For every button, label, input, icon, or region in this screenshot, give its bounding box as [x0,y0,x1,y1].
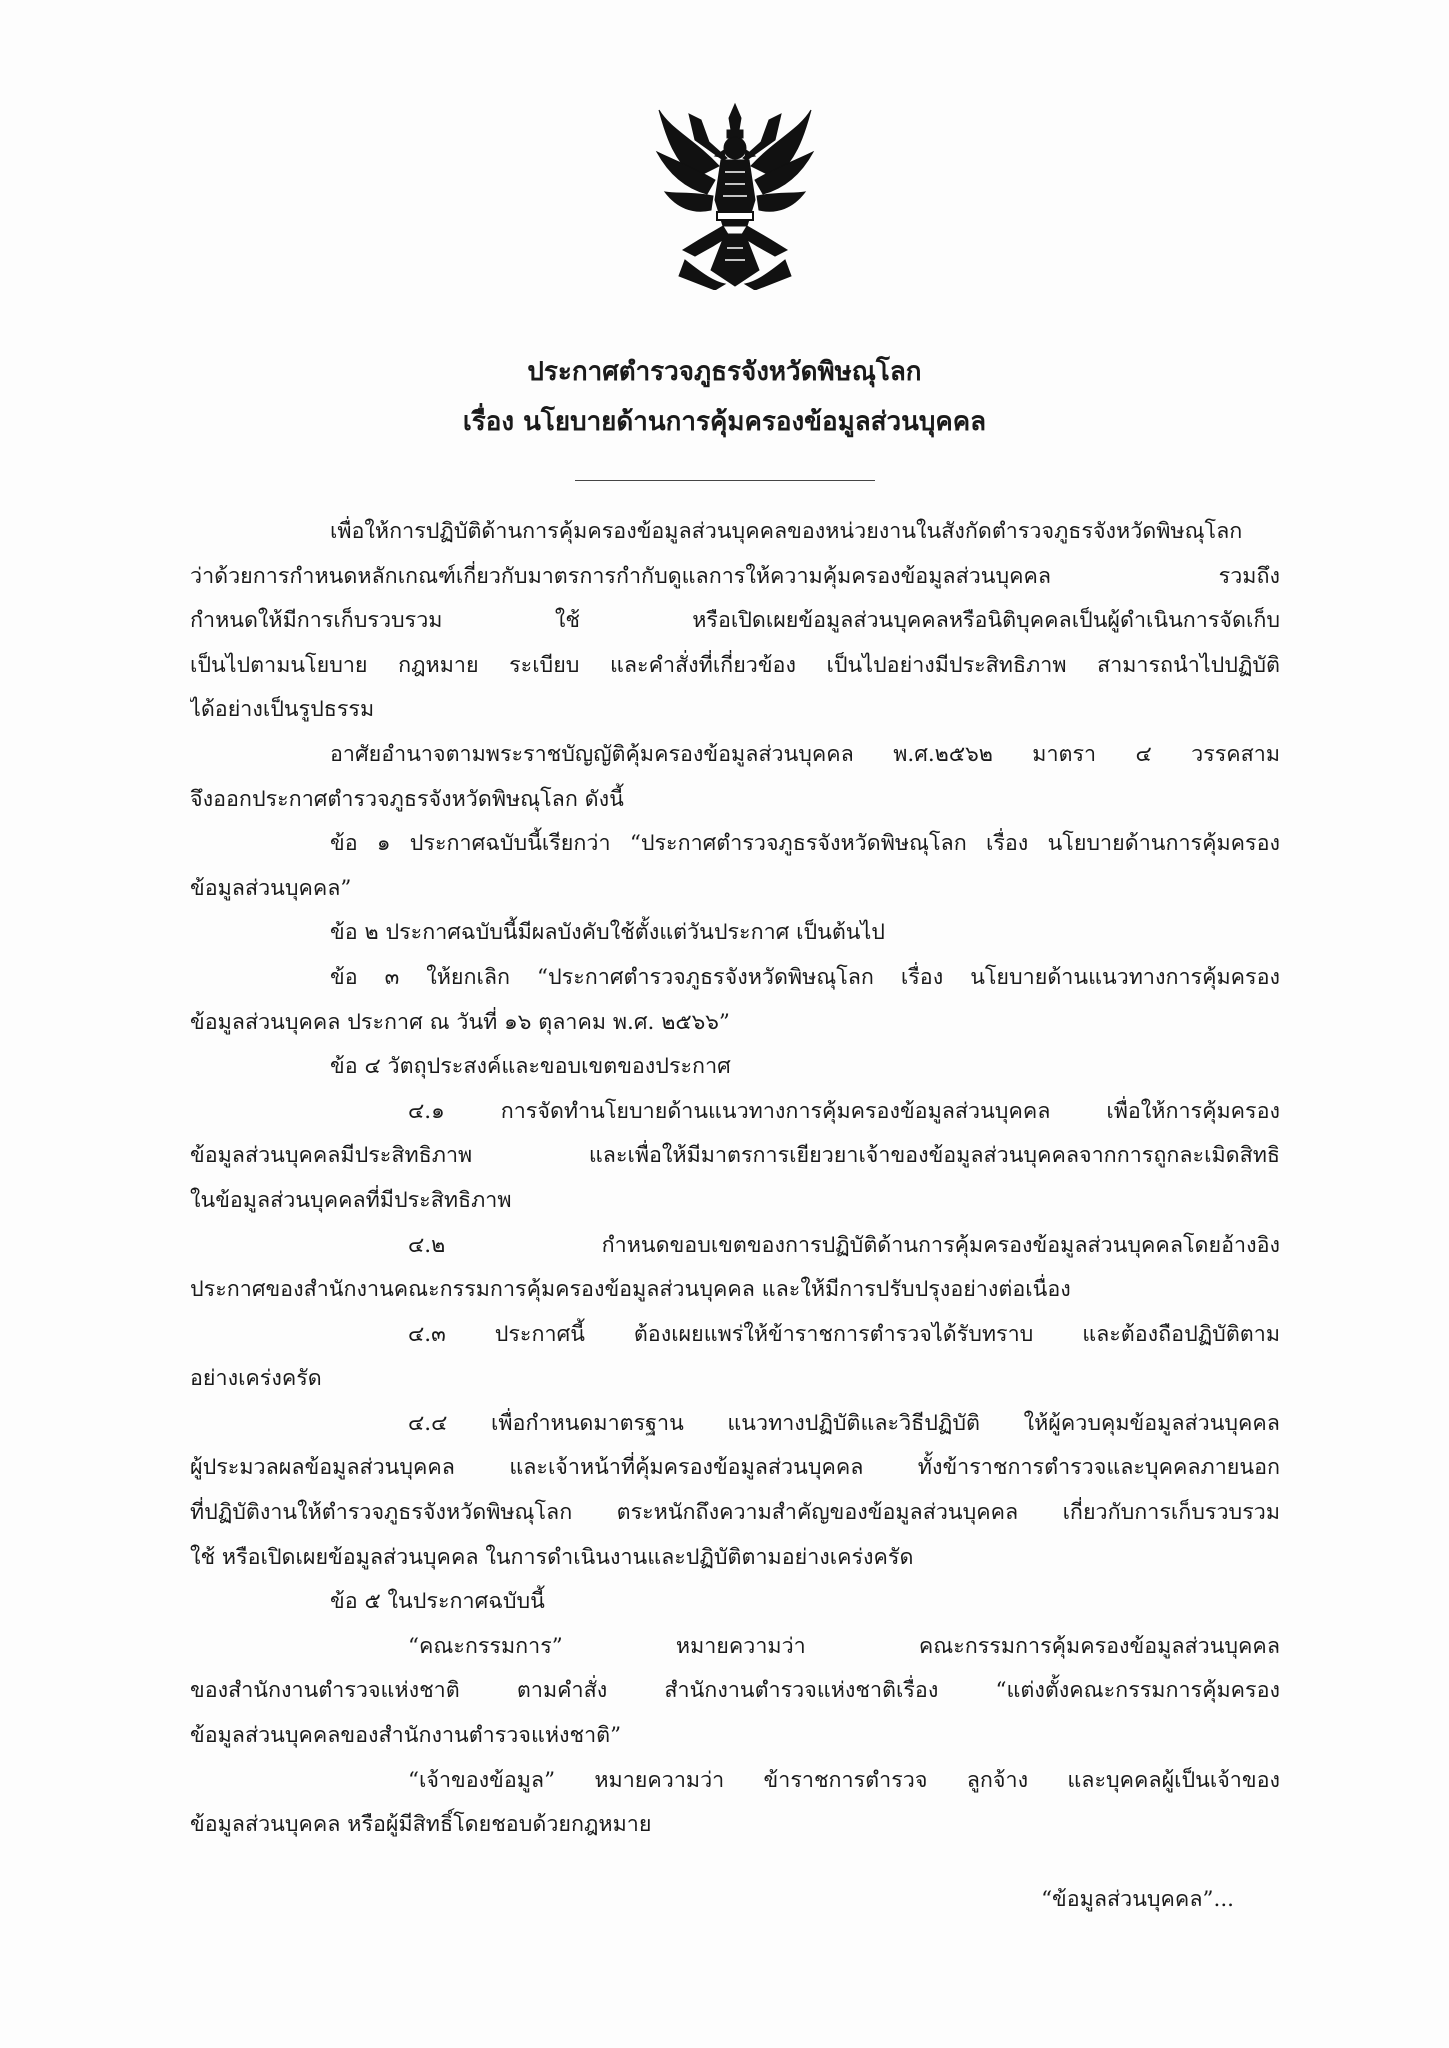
clause-4-4: ๔.๔ เพื่อกำหนดมาตรฐาน แนวทางปฏิบัติและวิธีปฏิบัติ ให้ผู้ควบคุมข้อมูลส่วนบุคคล [408,1410,1280,1436]
body-line: ในข้อมูลส่วนบุคคลที่มีประสิทธิภาพ [190,1187,512,1213]
body-line: ว่าด้วยการกำหนดหลักเกณฑ์เกี่ยวกับมาตรการกำกับดูแลการให้ความคุ้มครองข้อมูลส่วนบุคคล รวมถึง [190,563,1280,589]
body-line: ได้อย่างเป็นรูปธรรม [190,697,375,723]
body-line: ของสำนักงานตำรวจแห่งชาติ ตามคำสั่ง สำนักงานตำรวจแห่งชาติเรื่อง “แต่งตั้งคณะกรรมการคุ้มครอง [190,1678,1280,1704]
clause-4: ข้อ ๔ วัตถุประสงค์และขอบเขตของประกาศ [330,1054,731,1080]
clause-4-1: ๔.๑ การจัดทำนโยบายด้านแนวทางการคุ้มครองข้อมูลส่วนบุคคล เพื่อให้การคุ้มครอง [408,1098,1280,1124]
body-line: ข้อมูลส่วนบุคคล ประกาศ ณ วันที่ ๑๖ ตุลาคม พ.ศ. ๒๕๖๖” [190,1009,730,1035]
body-line: อาศัยอำนาจตามพระราชบัญญัติคุ้มครองข้อมูลส่วนบุคคล พ.ศ.๒๕๖๒ มาตรา ๔ วรรคสาม [330,741,1280,767]
body-line: ใช้ หรือเปิดเผยข้อมูลส่วนบุคคล ในการดำเนินงานและปฏิบัติตามอย่างเคร่งครัด [190,1544,914,1570]
clause-2: ข้อ ๒ ประกาศฉบับนี้มีผลบังคับใช้ตั้งแต่วันประกาศ เป็นต้นไป [330,920,885,946]
body-line: ข้อมูลส่วนบุคคลมีประสิทธิภาพ และเพื่อให้มีมาตรการเยียวยาเจ้าของข้อมูลส่วนบุคคลจากการถูกละเมิดสิทธิ [190,1143,1280,1169]
body-line: ข้อมูลส่วนบุคคล หรือผู้มีสิทธิ์โดยชอบด้วยกฎหมาย [190,1812,652,1838]
body-line: อย่างเคร่งครัด [190,1366,322,1392]
body-line: ผู้ประมวลผลข้อมูลส่วนบุคคล และเจ้าหน้าที่คุ้มครองข้อมูลส่วนบุคคล ทั้งข้าราชการตำรวจและบุคคลภายนอก [190,1455,1280,1481]
body-line: เพื่อให้การปฏิบัติด้านการคุ้มครองข้อมูลส่วนบุคคลของหน่วยงานในสังกัดตำรวจภูธรจังหวัดพิษณุโลก [330,519,1243,544]
clause-4-2: ๔.๒ กำหนดขอบเขตของการปฏิบัติด้านการคุ้มครองข้อมูลส่วนบุคคลโดยอ้างอิง [408,1232,1280,1258]
body-line: ข้อมูลส่วนบุคคลของสำนักงานตำรวจแห่งชาติ” [190,1723,622,1749]
garuda-emblem [655,100,815,290]
body-line: ประกาศของสำนักงานคณะกรรมการคุ้มครองข้อมูลส่วนบุคคล และให้มีการปรับปรุงอย่างต่อเนื่อง [190,1277,1071,1303]
announcement-body [190,510,1280,1848]
body-line: ข้อมูลส่วนบุคคล” [190,875,352,901]
clause-4-3: ๔.๓ ประกาศนี้ ต้องเผยแพร่ให้ข้าราชการตำรวจได้รับทราบ และต้องถือปฏิบัติตาม [408,1321,1280,1347]
continuation-marker: “ข้อมูลส่วนบุคคล”... [1041,1887,1234,1912]
definition-data-owner: “เจ้าของข้อมูล” หมายความว่า ข้าราชการตำรวจ ลูกจ้าง และบุคคลผู้เป็นเจ้าของ [408,1767,1280,1793]
body-line: ที่ปฏิบัติงานให้ตำรวจภูธรจังหวัดพิษณุโลก ตระหนักถึงความสำคัญของข้อมูลส่วนบุคคล เกี่ยวกับการเก็บรวบรวม [190,1500,1280,1526]
body-line: จึงออกประกาศตำรวจภูธรจังหวัดพิษณุโลก ดังนี้ [190,786,624,812]
title-divider [575,480,875,481]
clause-1: ข้อ ๑ ประกาศฉบับนี้เรียกว่า “ประกาศตำรวจภูธรจังหวัดพิษณุโลก เรื่อง นโยบายด้านการคุ้มครอง [330,831,1280,857]
definition-committee: “คณะกรรมการ” หมายความว่า คณะกรรมการคุ้มครองข้อมูลส่วนบุคคล [408,1633,1280,1659]
clause-5: ข้อ ๕ ในประกาศฉบับนี้ [330,1589,545,1615]
announcement-title: ประกาศตำรวจภูธรจังหวัดพิษณุโลก [527,357,922,387]
body-line: เป็นไปตามนโยบาย กฎหมาย ระเบียบ และคำสั่งที่เกี่ยวข้อง เป็นไปอย่างมีประสิทธิภาพ สามารถนำไปปฏิบัติ [190,652,1280,678]
announcement-subject: เรื่อง นโยบายด้านการคุ้มครองข้อมูลส่วนบุคคล [462,407,987,437]
clause-3: ข้อ ๓ ให้ยกเลิก “ประกาศตำรวจภูธรจังหวัดพิษณุโลก เรื่อง นโยบายด้านแนวทางการคุ้มครอง [330,964,1280,990]
body-line: กำหนดให้มีการเก็บรวบรวม ใช้ หรือเปิดเผยข้อมูลส่วนบุคคลหรือนิติบุคคลเป็นผู้ดำเนินการจัดเก็บ [190,608,1280,634]
